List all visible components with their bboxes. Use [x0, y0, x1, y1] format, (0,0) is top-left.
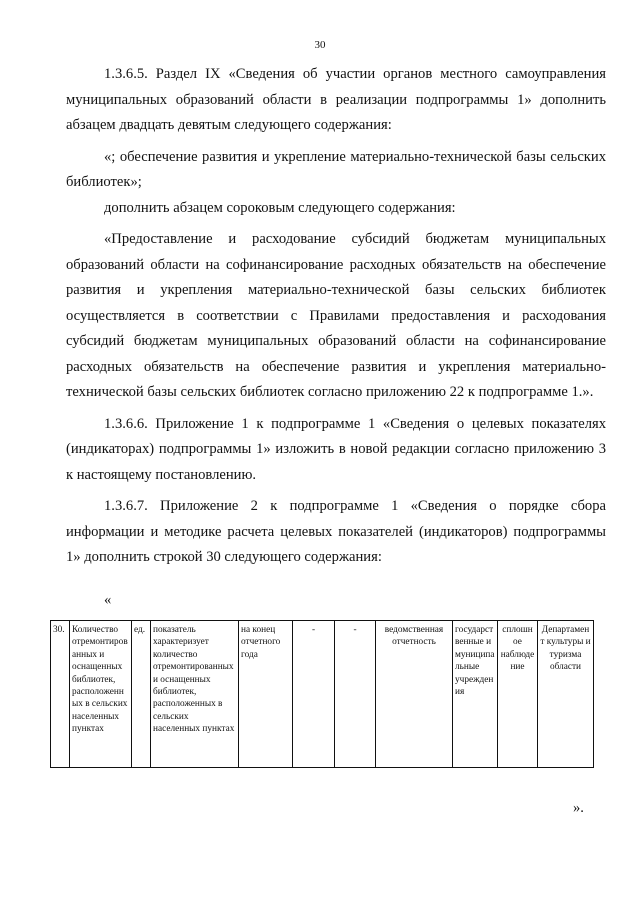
open-quote: « — [104, 592, 112, 608]
definition-cell: показатель характеризует количество отремонтированных и оснащенных библиотек, расположенных в сельских населенных пунктах — [151, 621, 239, 768]
period-cell: на конец отчетного года — [239, 621, 293, 768]
table-row — [51, 621, 594, 768]
basic-indicators-cell: - — [335, 621, 376, 768]
source-cell: государственные и муниципальные учреждения — [453, 621, 498, 768]
collection-method-cell: ведомственная отчетность — [376, 621, 453, 768]
paragraph-quote-addition: «; обеспечение развития и укрепление материально-технической базы сельских библиотек»; — [66, 148, 606, 190]
paragraph-subsidies: «Предоставление и расходование субсидий бюджетам муниципальных образований области на софинансирование расходных обязательств на обеспечение развития и укрепления материально-технической базы сельских библиотек осуществляется в соответствии с Правилами предоставления и расходования субсидий бюджетам муниципальных образований области на софинансирование расходных обязательств на обеспечение развития и укрепления материально-технической базы сельских библиотек согласно приложению 22 к подпрограмме 1.». — [66, 231, 606, 400]
indicator-table — [50, 620, 594, 768]
paragraph-add-40: дополнить абзацем сороковым следующего содержания: — [104, 199, 456, 216]
unit-cell: ед. — [132, 621, 151, 768]
indicator-name-cell: Количество отремонтированных и оснащенных библиотек, расположенных в сельских населенных пунктах — [70, 621, 132, 768]
paragraph-1-3-6-6: 1.3.6.6. Приложение 1 к подпрограмме 1 «Сведения о целевых показателях (индикаторах) подпрограммы 1» изложить в новой редакции согласно приложению 3 к настоящему постановлению. — [66, 415, 606, 483]
body-text — [66, 62, 606, 571]
responsible-cell: Департамент культуры и туризма области — [538, 621, 594, 768]
formula-cell: - — [293, 621, 335, 768]
close-quote: ». — [573, 800, 584, 816]
row-number-cell: 30. — [51, 621, 70, 768]
page-number: 30 — [314, 39, 326, 51]
paragraph-1-3-6-5: 1.3.6.5. Раздел IX «Сведения об участии органов местного самоуправления муниципальных образований области в реализации подпрограммы 1» дополнить абзацем двадцать девятым следующего содержания: — [66, 66, 606, 133]
paragraph-1-3-6-7: 1.3.6.7. Приложение 2 к подпрограмме 1 «Сведения о порядке сбора информации и методике расчета целевых показателей (индикаторов) подпрограммы 1» дополнить строкой 30 следующего содержания: — [66, 498, 606, 565]
coverage-cell: сплошное наблюдение — [498, 621, 538, 768]
